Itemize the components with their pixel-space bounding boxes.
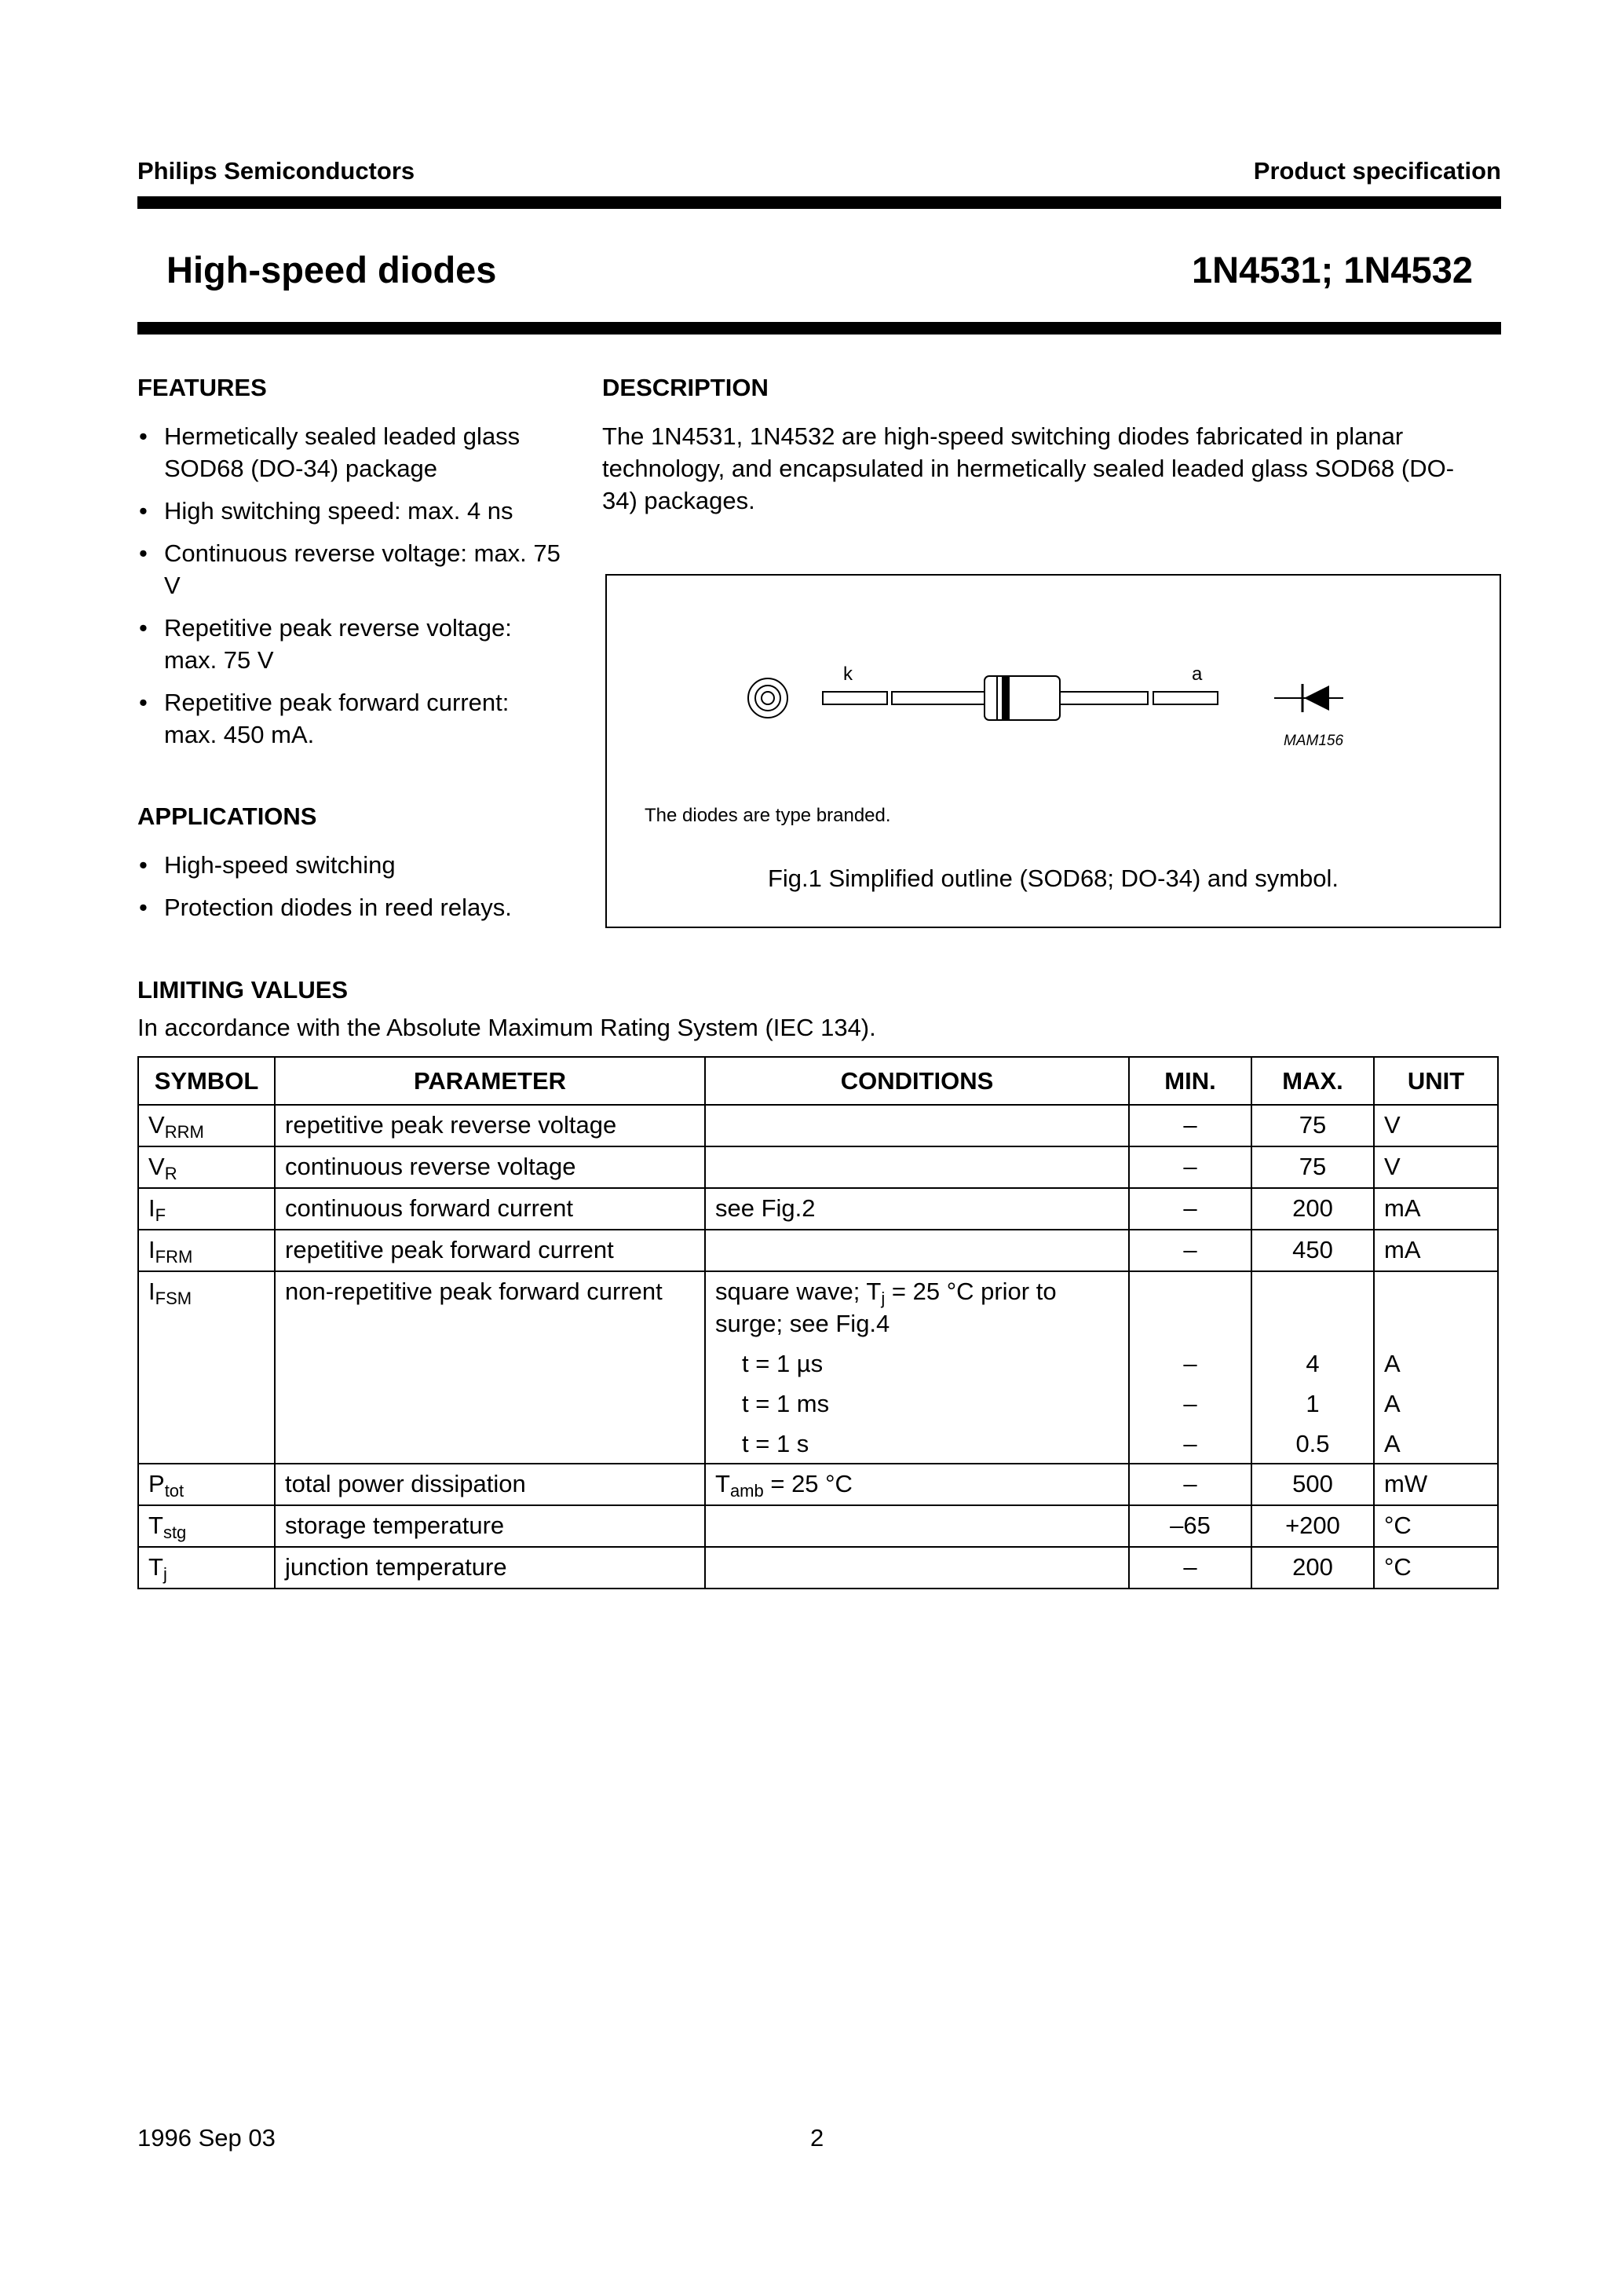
footer-date: 1996 Sep 03 (137, 2124, 276, 2152)
table-header-row (138, 1057, 1498, 1105)
list-item: • High-speed switching (137, 849, 561, 881)
features-list (137, 420, 561, 761)
min: – (1129, 1547, 1251, 1589)
conditions (705, 1146, 1129, 1188)
parameter: continuous forward current (275, 1188, 705, 1230)
symbol-sub: stg (163, 1523, 187, 1542)
part-numbers: 1N4531; 1N4532 (1192, 249, 1473, 291)
sub-condition: t = 1 s (742, 1430, 809, 1457)
table-row (138, 1230, 1498, 1271)
parameter: junction temperature (275, 1547, 705, 1589)
label-k: k (843, 664, 853, 685)
lead-body-right (1060, 692, 1148, 704)
min: –65 (1129, 1505, 1251, 1547)
header-doc-type: Product specification (1253, 157, 1501, 185)
max: +200 (1251, 1505, 1374, 1547)
header-company: Philips Semiconductors (137, 157, 415, 185)
applications-list (137, 849, 561, 934)
header-rule (137, 196, 1501, 209)
max: 4 1 0.5 (1251, 1271, 1374, 1464)
table-row (138, 1105, 1498, 1146)
figure-note: The diodes are type branded. (645, 805, 891, 826)
symbol: V (148, 1153, 165, 1180)
table-row (138, 1505, 1498, 1547)
list-item: • Repetitive peak forward current: max. 450 mA. (137, 686, 561, 751)
list-item: • Protection diodes in reed relays. (137, 891, 561, 923)
diode-symbol-icon (1274, 684, 1343, 712)
table-row (138, 1464, 1498, 1505)
unit: V (1374, 1146, 1498, 1188)
figure-code: MAM156 (1284, 733, 1344, 749)
table-row-ifsm (138, 1271, 1498, 1464)
symbol-sub: F (155, 1205, 166, 1225)
conditions (705, 1271, 1129, 1464)
glass-body (985, 676, 1060, 720)
max: 450 (1251, 1230, 1374, 1271)
table-row (138, 1547, 1498, 1589)
limiting-subtitle: In accordance with the Absolute Maximum Rating System (IEC 134). (137, 1014, 876, 1041)
lead-body-left (892, 692, 985, 704)
min: – (1129, 1464, 1251, 1505)
end-view-icon (748, 678, 787, 718)
applications-heading: APPLICATIONS (137, 803, 317, 830)
unit: V (1374, 1105, 1498, 1146)
symbol-sub: tot (164, 1481, 184, 1501)
list-item: • High switching speed: max. 4 ns (137, 495, 561, 527)
col-max: MAX. (1251, 1057, 1374, 1105)
conditions: see Fig.2 (705, 1188, 1129, 1230)
list-item: • Continuous reverse voltage: max. 75 V (137, 537, 561, 601)
table-row (138, 1188, 1498, 1230)
list-item: • Repetitive peak reverse voltage: max. 75 V (137, 612, 561, 676)
min: – – – (1129, 1271, 1251, 1464)
max: 200 (1251, 1547, 1374, 1589)
cathode-band (1002, 676, 1010, 720)
min: – (1129, 1105, 1251, 1146)
unit: mA (1374, 1188, 1498, 1230)
figure-caption: Fig.1 Simplified outline (SOD68; DO-34) and symbol. (767, 865, 1339, 892)
symbol-sub: R (164, 1164, 177, 1183)
symbol-sub: RRM (164, 1122, 204, 1142)
min: – (1129, 1146, 1251, 1188)
min: – (1129, 1230, 1251, 1271)
parameter: total power dissipation (275, 1464, 705, 1505)
sub-condition: t = 1 ms (742, 1390, 830, 1417)
parameter: repetitive peak reverse voltage (275, 1105, 705, 1146)
features-heading: FEATURES (137, 374, 267, 401)
max: 75 (1251, 1105, 1374, 1146)
symbol: I (148, 1278, 155, 1305)
limiting-heading: LIMITING VALUES (137, 976, 349, 1004)
max: 500 (1251, 1464, 1374, 1505)
min: – (1129, 1188, 1251, 1230)
symbol: T (148, 1553, 163, 1581)
max: 75 (1251, 1146, 1374, 1188)
conditions (705, 1547, 1129, 1589)
col-parameter: PARAMETER (275, 1057, 705, 1105)
label-a: a (1192, 664, 1203, 685)
symbol-sub: FRM (155, 1247, 193, 1267)
table-row (138, 1146, 1498, 1188)
conditions-main: square wave; $T_j = 25$ °C prior to surge; see Fig.4 (715, 1278, 1057, 1337)
figure-1 (605, 574, 1501, 928)
parameter: non-repetitive peak forward current (275, 1271, 705, 1464)
unit: mA (1374, 1230, 1498, 1271)
max: 200 (1251, 1188, 1374, 1230)
col-unit: UNIT (1374, 1057, 1498, 1105)
description-text: The 1N4531, 1N4532 are high-speed switching diodes fabricated in planar technology, and encapsulated in hermetically sealed leaded glass SOD68 (DO-34) packages. (602, 422, 1455, 514)
parameter: repetitive peak forward current (275, 1230, 705, 1271)
lead-k (823, 692, 887, 704)
unit: °C (1374, 1505, 1498, 1547)
conditions: $T_{amb} = 25$ °C (705, 1464, 1129, 1505)
symbol: V (148, 1111, 165, 1139)
limiting-values-table (137, 1056, 1499, 1589)
unit: °C (1374, 1547, 1498, 1589)
unit: A A A (1374, 1271, 1498, 1464)
col-symbol: SYMBOL (138, 1057, 275, 1105)
symbol: I (148, 1236, 155, 1263)
conditions (705, 1505, 1129, 1547)
symbol: I (148, 1194, 155, 1222)
page-number: 2 (810, 2124, 824, 2152)
unit: mW (1374, 1464, 1498, 1505)
title-rule (137, 322, 1501, 335)
description-heading: DESCRIPTION (602, 374, 769, 401)
col-min: MIN. (1129, 1057, 1251, 1105)
col-conditions: CONDITIONS (705, 1057, 1129, 1105)
product-title: High-speed diodes (166, 249, 497, 291)
symbol: T (148, 1512, 163, 1539)
parameter: continuous reverse voltage (275, 1146, 705, 1188)
lead-a (1153, 692, 1218, 704)
sub-condition: t = 1 µs (742, 1350, 824, 1377)
conditions (705, 1105, 1129, 1146)
symbol-sub: j (163, 1564, 167, 1584)
symbol-sub: FSM (155, 1289, 192, 1308)
parameter: storage temperature (275, 1505, 705, 1547)
list-item: • Hermetically sealed leaded glass SOD68 (DO-34) package (137, 420, 561, 484)
conditions (705, 1230, 1129, 1271)
symbol: P (148, 1470, 165, 1497)
